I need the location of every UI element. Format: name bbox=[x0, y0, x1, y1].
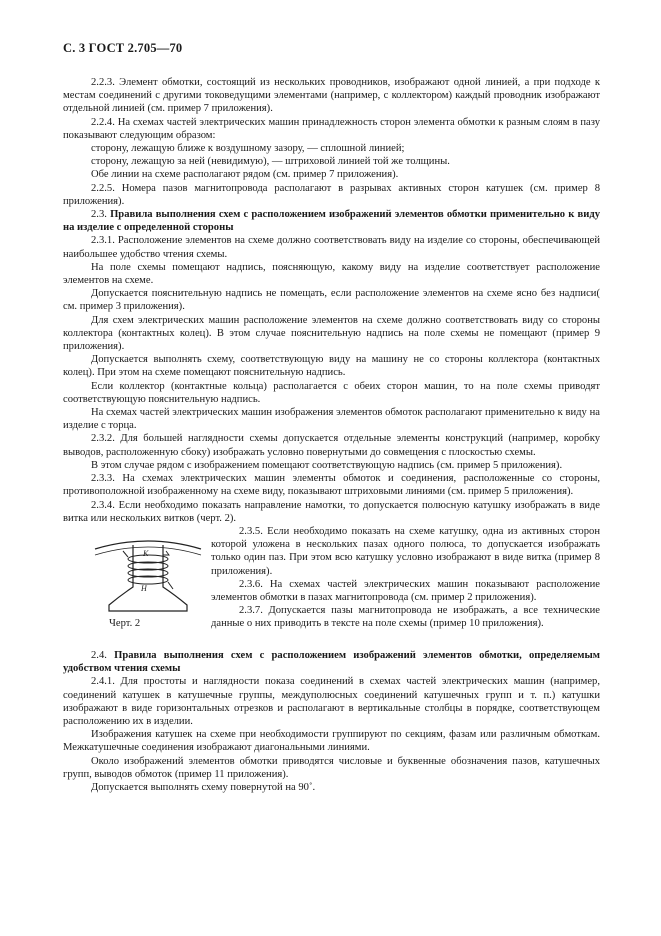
figure-2 bbox=[63, 525, 205, 645]
paragraph: Допускается пояснительную надпись не помещать, если расположение элементов на схеме ясно без надписи( см. пример 3 приложения). bbox=[63, 288, 600, 313]
paragraph: На поле схемы помещают надпись, поясняющую, какому виду на изделие соответствует расположение элементов на схеме. bbox=[63, 261, 600, 287]
paragraph: Около изображений элементов обмотки приводятся числовые и буквенные обозначения пазов, катушечных групп, выводов обмоток (пример 11 приложения). bbox=[63, 755, 600, 780]
page-header: С. 3 ГОСТ 2.705—70 bbox=[63, 41, 183, 55]
section-heading-2-4 bbox=[63, 649, 600, 675]
paragraph: Допускается выполнять схему повернутой на 90˚. bbox=[91, 781, 316, 793]
section-title: Правила выполнения схем с расположением изображений элементов обмотки, определяемым удобством чтения схемы bbox=[63, 649, 600, 675]
figure-block bbox=[63, 525, 600, 645]
paragraph: 2.2.5. Номера пазов магнитопровода располагают в разрывах активных сторон катушек (см. пример 8 приложения). bbox=[63, 182, 600, 207]
paragraph: сторону, лежащую ближе к воздушному зазору, — сплошной линией; bbox=[91, 143, 405, 155]
paragraph: 2.4.1. Для простоты и наглядности показа соединений в схемах частей электрических машин (например, соединений катушек в катушечные группы, междуполюсных соединений катушечных групп и т. п.) катушки изображают в виде горизонтальных отрезков и располагают в вертикальные столбцы в порядке, соответствующем расположению их в изделии. bbox=[63, 676, 600, 727]
paragraph: Обе линии на схеме располагают рядом (см. пример 7 приложения). bbox=[91, 169, 399, 181]
paragraph: 2.3.2. Для большей наглядности схемы допускается отдельные элементы конструкций (например, коробку выводов, расположенную сбоку) изображать условно повернутыми до совмещения с плоскостью схемы. bbox=[63, 433, 600, 458]
section-title: Правила выполнения схем с расположением изображений элементов обмотки применительно к виду на изделие с определенной стороны bbox=[63, 209, 600, 234]
paragraph: Для схем электрических машин расположение элементов на схеме должно соответствовать виду со стороны коллектора (контактных колец). В этом случае пояснительную надпись на поле схемы не помещают (пример 9 приложения). bbox=[63, 314, 600, 353]
section-number: 2.4. bbox=[91, 649, 107, 661]
document-body bbox=[63, 76, 600, 794]
paragraph: 2.2.4. На схемах частей электрических машин принадлежность сторон элемента обмотки к разным слоям в пазу показывают следующим образом: bbox=[63, 116, 600, 141]
paragraph: Если коллектор (контактные кольца) располагается с обеих сторон машин, то на поле схемы приводят соответствующую пояснительную надпись. bbox=[63, 380, 600, 405]
pole-coil-drawing bbox=[93, 535, 203, 615]
paragraph: На схемах частей электрических машин изображения элементов обмоток располагают применительно к виду на изделие с торца. bbox=[63, 407, 600, 432]
section-number: 2.3. bbox=[91, 209, 107, 221]
paragraph: 2.3.1. Расположение элементов на схеме должно соответствовать виду на изделие со стороны, обеспечивающей наибольшее удобство чтения схемы. bbox=[63, 235, 600, 260]
paragraph: 2.3.5. Если необходимо показать на схеме катушку, одна из активных сторон которой уложена в нескольких пазах одного полюса, то допускается изображать только один паз. При этом всю катушку условно изображают в виде витка (пример 8 приложения). bbox=[211, 525, 600, 577]
paragraph: Изображения катушек на схеме при необходимости группируют по секциям, фазам или различным обмоткам. Межкатушечные соединения изображают диагональными линиями. bbox=[63, 729, 600, 754]
paragraph: 2.3.4. Если необходимо показать направление намотки, то допускается полюсную катушку изображать в виде витка или нескольких витков (черт. 2). bbox=[63, 499, 600, 524]
paragraph: 2.3.3. На схемах электрических машин элементы обмоток и соединения, расположенные со стороны, противоположной изображенному на схеме виду, показывают штриховыми линиями (см. пример 5 приложения). bbox=[63, 473, 600, 498]
figure-caption: Черт. 2 bbox=[109, 617, 141, 629]
section-heading-2-3 bbox=[63, 208, 600, 234]
paragraph: В этом случае рядом с изображением помещают соответствующую надпись (см. пример 5 приложения). bbox=[91, 459, 563, 471]
paragraph: 2.2.3. Элемент обмотки, состоящий из нескольких проводников, изображают одной линией, а при подходе к местам соединений с другими токоведущими элементами (например, с коллектором) каждый проводник изображают отдельной линией (см. пример 7 приложения). bbox=[63, 77, 600, 115]
paragraph: 2.3.6. На схемах частей электрических машин показывают расположение элементов обмотки в пазах магнитопровода (см. пример 2 приложения). bbox=[211, 578, 600, 603]
paragraph: 2.3.7. Допускается пазы магнитопровода не изображать, а все технические данные о них приводить в тексте на поле схемы (пример 10 приложения). bbox=[211, 605, 600, 630]
paragraph: Допускается выполнять схему, соответствующую виду на машину не со стороны коллектора (контактных колец). При этом на схеме помещают пояснительную надпись. bbox=[63, 354, 600, 379]
label-start: К bbox=[143, 548, 149, 558]
paragraph: сторону, лежащую за ней (невидимую), — штриховой линией той же толщины. bbox=[91, 156, 450, 168]
label-end: Н bbox=[141, 583, 147, 593]
